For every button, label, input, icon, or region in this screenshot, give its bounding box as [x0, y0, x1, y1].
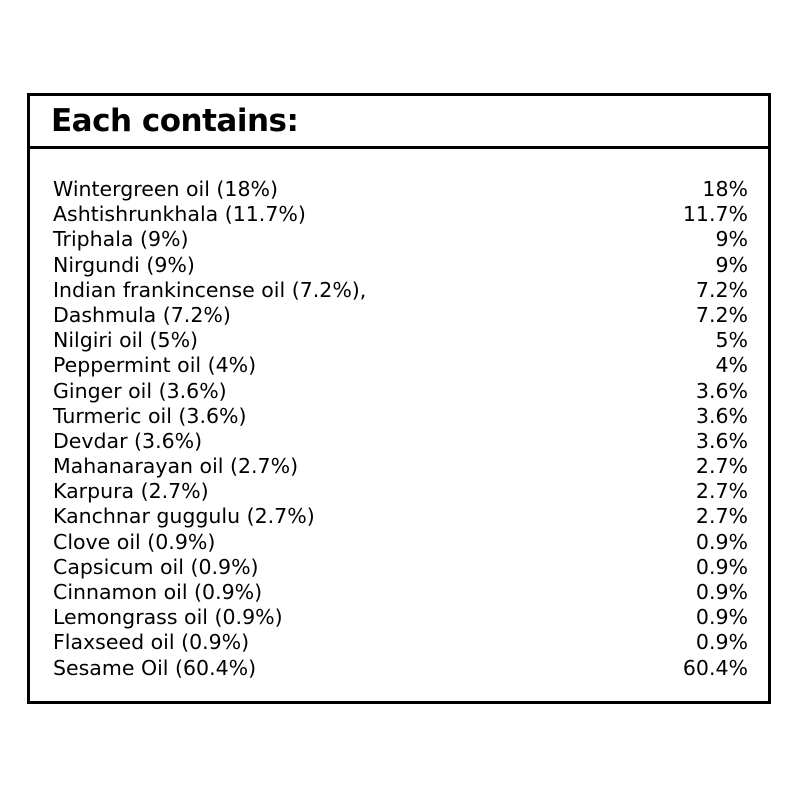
list-item [53, 353, 748, 378]
ingredient-percent: 5% [715, 328, 748, 353]
ingredient-percent: 3.6% [695, 378, 748, 403]
list-item [53, 504, 748, 529]
list-item [53, 630, 748, 655]
ingredient-name: Mahanarayan oil (2.7%) [53, 454, 299, 479]
ingredient-percent: 7.2% [695, 277, 748, 302]
ingredient-name: Lemongrass oil (0.9%) [53, 605, 283, 630]
list-item [53, 328, 748, 353]
ingredient-name: Nirgundi (9%) [53, 252, 195, 277]
ingredient-percent: 2.7% [695, 479, 748, 504]
ingredient-name: Sesame Oil (60.4%) [53, 655, 257, 680]
ingredient-name: Ginger oil (3.6%) [53, 378, 227, 403]
ingredient-name: Wintergreen oil (18%) [53, 177, 278, 201]
ingredient-name: Ashtishrunkhala (11.7%) [53, 202, 306, 227]
ingredient-percent: 0.9% [695, 529, 748, 554]
ingredient-percent: 18% [702, 177, 748, 201]
ingredient-percent: 7.2% [695, 302, 748, 327]
ingredient-percent: 4% [715, 353, 748, 378]
list-item [53, 580, 748, 605]
list-item [53, 656, 748, 681]
ingredient-name: Cinnamon oil (0.9%) [53, 580, 263, 604]
ingredient-percent: 9% [715, 252, 748, 277]
panel-header [30, 96, 768, 149]
ingredient-name: Peppermint oil (4%) [53, 353, 257, 378]
list-item [53, 404, 748, 429]
ingredient-name: Turmeric oil (3.6%) [53, 403, 247, 428]
panel-title: Each contains: [51, 102, 299, 139]
ingredient-percent: 9% [715, 227, 748, 252]
list-item [53, 479, 748, 504]
ingredients-panel [27, 93, 771, 704]
list-item [53, 454, 748, 479]
ingredient-percent: 2.7% [695, 454, 748, 479]
ingredient-name: Kanchnar guggulu (2.7%) [53, 504, 315, 529]
list-item [53, 379, 748, 404]
list-item [53, 605, 748, 630]
ingredient-name: Karpura (2.7%) [53, 479, 209, 504]
ingredient-percent: 11.7% [682, 202, 748, 227]
ingredient-name: Triphala (9%) [53, 227, 189, 252]
list-item [53, 253, 748, 278]
ingredient-percent: 3.6% [695, 403, 748, 428]
ingredient-name: Capsicum oil (0.9%) [53, 554, 259, 579]
ingredient-percent: 0.9% [695, 605, 748, 630]
list-item [53, 429, 748, 454]
ingredient-percent: 60.4% [682, 655, 748, 680]
ingredient-name: Flaxseed oil (0.9%) [53, 630, 250, 655]
ingredient-name: Indian frankincense oil (7.2%), [53, 277, 367, 302]
list-item [53, 530, 748, 555]
list-item [53, 278, 748, 303]
list-item [53, 303, 748, 328]
ingredients-list [53, 177, 748, 681]
ingredient-name: Nilgiri oil (5%) [53, 328, 199, 353]
list-item [53, 177, 748, 202]
ingredient-percent: 0.9% [695, 580, 748, 604]
ingredient-name: Dashmula (7.2%) [53, 302, 231, 327]
ingredient-percent: 3.6% [695, 428, 748, 453]
list-item [53, 227, 748, 252]
ingredient-percent: 2.7% [695, 504, 748, 529]
list-item [53, 555, 748, 580]
ingredient-percent: 0.9% [695, 630, 748, 655]
ingredient-percent: 0.9% [695, 554, 748, 579]
list-item [53, 202, 748, 227]
ingredient-name: Clove oil (0.9%) [53, 529, 216, 554]
ingredient-name: Devdar (3.6%) [53, 428, 203, 453]
